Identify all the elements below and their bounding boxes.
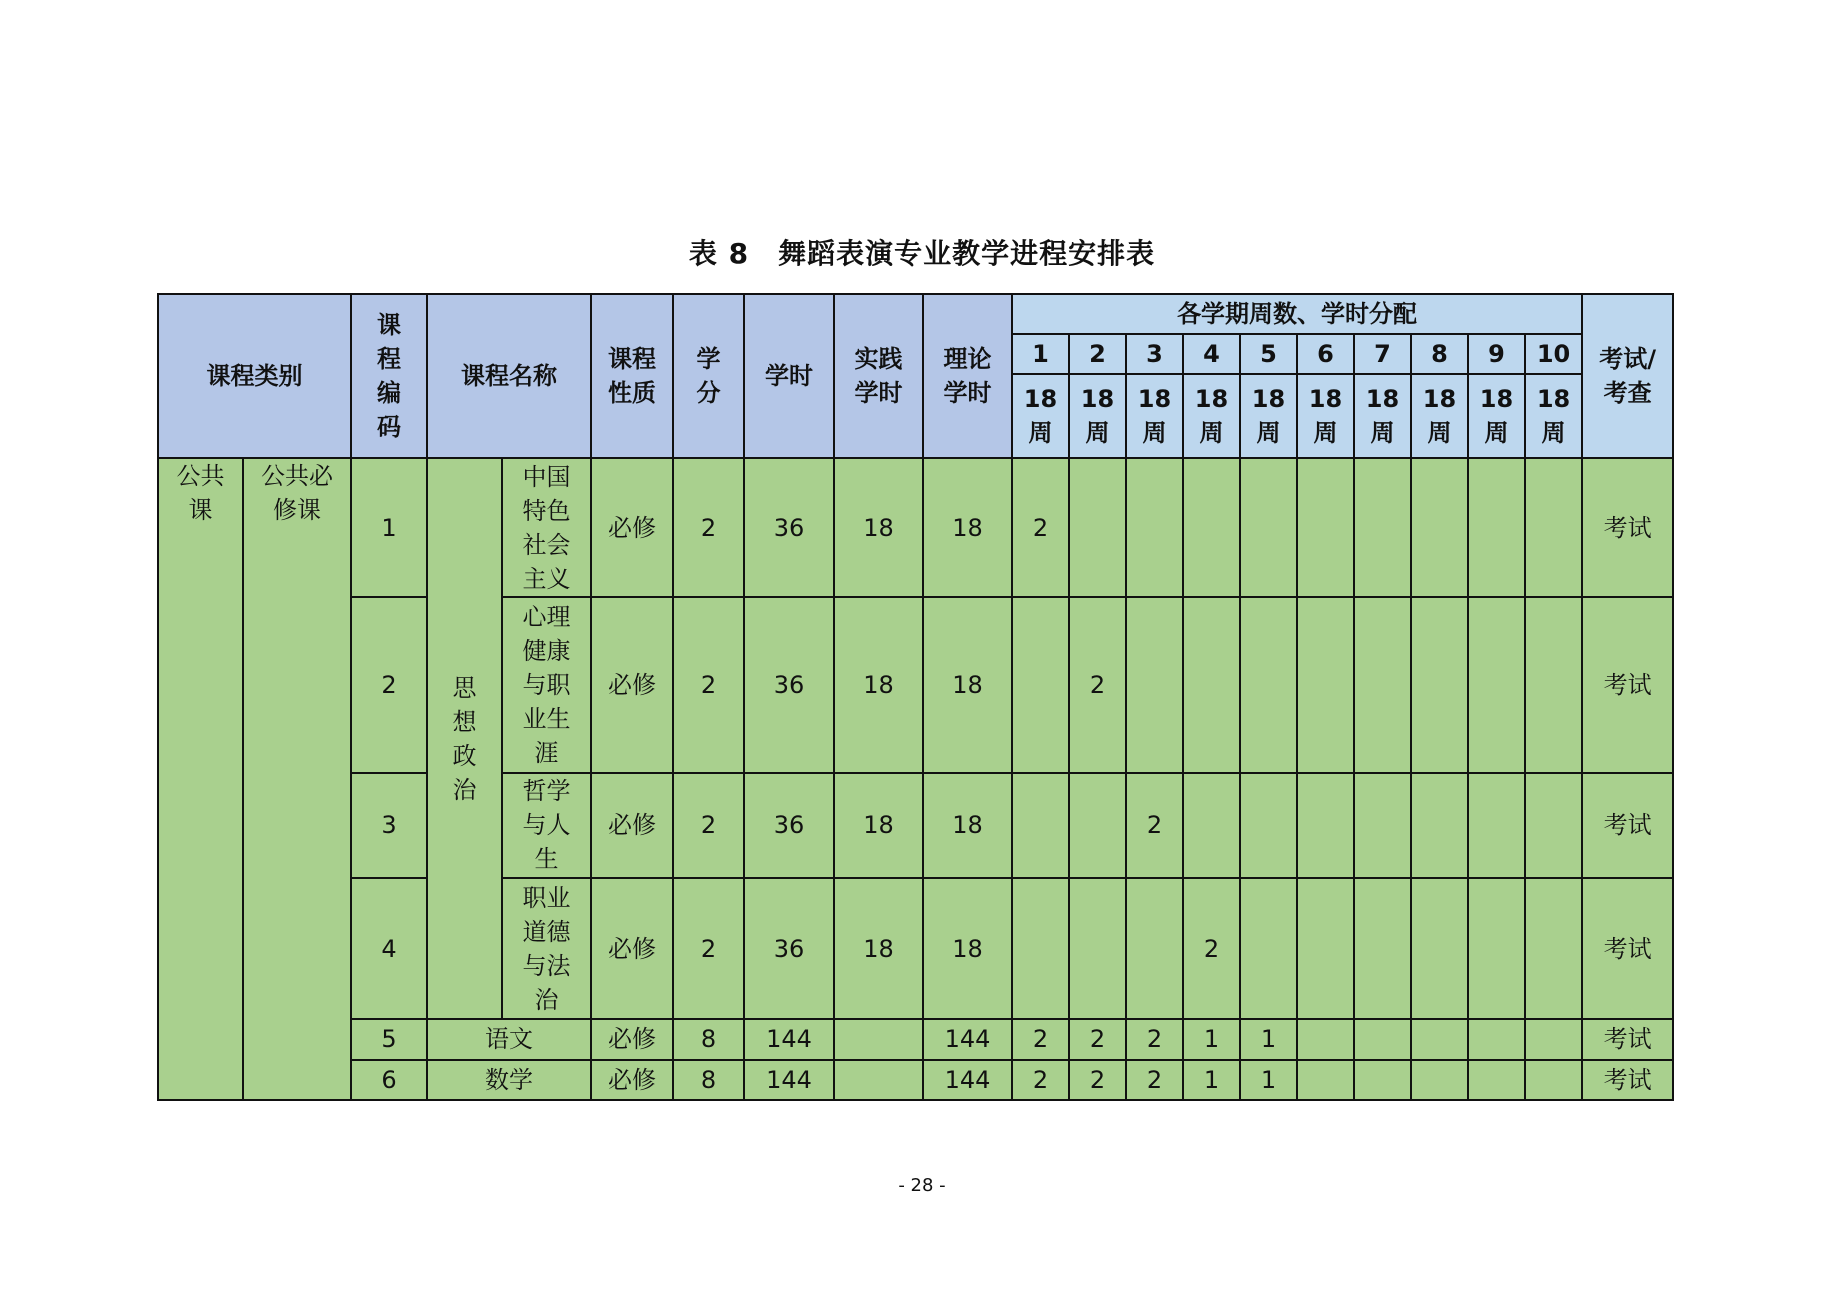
term-cell (1525, 1019, 1582, 1059)
course-hours: 144 (744, 1019, 834, 1059)
term-cell (1468, 597, 1525, 773)
course-theory-hours: 144 (923, 1019, 1012, 1059)
table-row (158, 458, 1673, 597)
category-level1: 公共课 (158, 458, 243, 597)
course-name: 哲学与人生 (502, 773, 591, 878)
table-row (158, 1060, 1673, 1100)
header-term-number: 1 (1012, 334, 1069, 374)
header-code: 课程编码 (351, 294, 427, 458)
term-cell (1240, 597, 1297, 773)
term-cell (1411, 1060, 1468, 1100)
header-term-weeks: 18周 (1012, 374, 1069, 458)
course-practice-hours: 18 (834, 773, 923, 878)
course-code: 4 (351, 878, 427, 1019)
term-cell (1525, 773, 1582, 878)
term-cell (1297, 878, 1354, 1019)
course-nature: 必修 (591, 597, 673, 773)
category-level2-cont (243, 878, 351, 1019)
course-group: 思想政治 (427, 458, 502, 1019)
course-hours: 36 (744, 773, 834, 878)
course-code: 1 (351, 458, 427, 597)
course-credits: 2 (673, 597, 744, 773)
header-term-number: 6 (1297, 334, 1354, 374)
course-credits: 8 (673, 1060, 744, 1100)
course-name: 语文 (427, 1019, 591, 1059)
course-hours: 36 (744, 458, 834, 597)
header-term-number: 8 (1411, 334, 1468, 374)
header-term-number: 3 (1126, 334, 1183, 374)
term-cell (1126, 597, 1183, 773)
exam-type: 考试 (1582, 1060, 1673, 1100)
course-name: 心理健康与职业生涯 (502, 597, 591, 773)
term-cell: 2 (1126, 773, 1183, 878)
term-cell (1012, 597, 1069, 773)
header-term-weeks: 18周 (1183, 374, 1240, 458)
term-cell (1297, 1060, 1354, 1100)
page-title: 表 8 舞蹈表演专业教学进程安排表 (688, 237, 1156, 270)
term-cell (1069, 773, 1126, 878)
header-term-weeks: 18周 (1468, 374, 1525, 458)
header-nature: 课程性质 (591, 294, 673, 458)
category-level1-cont (158, 597, 243, 773)
term-cell (1354, 773, 1411, 878)
term-cell (1126, 458, 1183, 597)
course-practice-hours (834, 1060, 923, 1100)
course-theory-hours: 18 (923, 458, 1012, 597)
header-term-weeks: 18周 (1354, 374, 1411, 458)
category-level2-cont (243, 597, 351, 773)
term-cell (1411, 597, 1468, 773)
term-cell (1297, 773, 1354, 878)
header-term-number: 5 (1240, 334, 1297, 374)
course-name: 数学 (427, 1060, 591, 1100)
term-cell (1468, 878, 1525, 1019)
term-cell (1354, 458, 1411, 597)
course-code: 3 (351, 773, 427, 878)
table-row (158, 878, 1673, 1019)
header-term-weeks: 18周 (1240, 374, 1297, 458)
term-cell (1525, 597, 1582, 773)
term-cell (1069, 458, 1126, 597)
page-number: - 28 - (898, 1175, 946, 1196)
term-cell (1183, 597, 1240, 773)
header-exam: 考试/考查 (1582, 294, 1673, 458)
term-cell: 2 (1012, 1019, 1069, 1059)
header-term-number: 4 (1183, 334, 1240, 374)
term-cell (1183, 458, 1240, 597)
header-term-number: 10 (1525, 334, 1582, 374)
course-credits: 2 (673, 458, 744, 597)
term-cell (1525, 458, 1582, 597)
term-cell: 1 (1240, 1060, 1297, 1100)
term-cell (1525, 1060, 1582, 1100)
term-cell: 2 (1069, 597, 1126, 773)
category-level2: 公共必修课 (243, 458, 351, 597)
table-row (158, 1019, 1673, 1059)
course-practice-hours: 18 (834, 597, 923, 773)
exam-type: 考试 (1582, 878, 1673, 1019)
course-practice-hours (834, 1019, 923, 1059)
course-hours: 36 (744, 878, 834, 1019)
header-term-weeks: 18周 (1525, 374, 1582, 458)
category-level2-cont (243, 773, 351, 878)
term-cell (1240, 878, 1297, 1019)
course-practice-hours: 18 (834, 878, 923, 1019)
course-hours: 36 (744, 597, 834, 773)
term-cell: 1 (1183, 1060, 1240, 1100)
term-cell (1012, 878, 1069, 1019)
course-nature: 必修 (591, 773, 673, 878)
table-row (158, 597, 1673, 773)
header-theory-hours: 理论学时 (923, 294, 1012, 458)
course-code: 6 (351, 1060, 427, 1100)
term-cell: 2 (1126, 1019, 1183, 1059)
term-cell (1468, 458, 1525, 597)
term-cell: 2 (1069, 1019, 1126, 1059)
exam-type: 考试 (1582, 458, 1673, 597)
course-name: 职业道德与法治 (502, 878, 591, 1019)
course-nature: 必修 (591, 878, 673, 1019)
exam-type: 考试 (1582, 597, 1673, 773)
header-credits: 学分 (673, 294, 744, 458)
term-cell: 2 (1126, 1060, 1183, 1100)
term-cell (1411, 773, 1468, 878)
term-cell (1525, 878, 1582, 1019)
course-credits: 2 (673, 773, 744, 878)
course-theory-hours: 18 (923, 773, 1012, 878)
course-practice-hours: 18 (834, 458, 923, 597)
exam-type: 考试 (1582, 1019, 1673, 1059)
term-cell (1069, 878, 1126, 1019)
term-cell (1183, 773, 1240, 878)
term-cell: 1 (1183, 1019, 1240, 1059)
term-cell (1411, 878, 1468, 1019)
course-theory-hours: 18 (923, 878, 1012, 1019)
term-cell (1354, 1019, 1411, 1059)
term-cell: 1 (1240, 1019, 1297, 1059)
course-code: 5 (351, 1019, 427, 1059)
term-cell (1468, 1019, 1525, 1059)
header-term-weeks: 18周 (1069, 374, 1126, 458)
course-hours: 144 (744, 1060, 834, 1100)
header-term-number: 2 (1069, 334, 1126, 374)
course-code: 2 (351, 597, 427, 773)
table-row (158, 773, 1673, 878)
course-nature: 必修 (591, 1019, 673, 1059)
header-practice-hours: 实践学时 (834, 294, 923, 458)
term-cell (1126, 878, 1183, 1019)
term-cell (1240, 773, 1297, 878)
term-cell: 2 (1012, 458, 1069, 597)
term-cell (1354, 597, 1411, 773)
course-name: 中国特色社会主义 (502, 458, 591, 597)
course-nature: 必修 (591, 1060, 673, 1100)
term-cell: 2 (1069, 1060, 1126, 1100)
course-credits: 8 (673, 1019, 744, 1059)
course-credits: 2 (673, 878, 744, 1019)
header-term-weeks: 18周 (1126, 374, 1183, 458)
exam-type: 考试 (1582, 773, 1673, 878)
category-level2-cont (243, 1060, 351, 1100)
term-cell (1411, 1019, 1468, 1059)
term-cell (1297, 458, 1354, 597)
header-term-number: 9 (1468, 334, 1525, 374)
term-cell (1468, 1060, 1525, 1100)
term-cell (1240, 458, 1297, 597)
category-level2-cont (243, 1019, 351, 1059)
header-hours: 学时 (744, 294, 834, 458)
header-term-number: 7 (1354, 334, 1411, 374)
course-theory-hours: 18 (923, 597, 1012, 773)
header-term-weeks: 18周 (1297, 374, 1354, 458)
term-cell (1297, 597, 1354, 773)
category-level1-cont (158, 878, 243, 1019)
header-term-distribution: 各学期周数、学时分配 (1012, 294, 1582, 334)
category-level1-cont (158, 1060, 243, 1100)
teaching-schedule-table (157, 293, 1674, 1101)
term-cell (1297, 1019, 1354, 1059)
header-category: 课程类别 (158, 294, 351, 458)
term-cell (1468, 773, 1525, 878)
term-cell (1354, 878, 1411, 1019)
category-level1-cont (158, 773, 243, 878)
header-name: 课程名称 (427, 294, 591, 458)
category-level1-cont (158, 1019, 243, 1059)
course-nature: 必修 (591, 458, 673, 597)
course-theory-hours: 144 (923, 1060, 1012, 1100)
term-cell (1411, 458, 1468, 597)
term-cell (1354, 1060, 1411, 1100)
header-term-weeks: 18周 (1411, 374, 1468, 458)
term-cell: 2 (1012, 1060, 1069, 1100)
term-cell: 2 (1183, 878, 1240, 1019)
term-cell (1012, 773, 1069, 878)
